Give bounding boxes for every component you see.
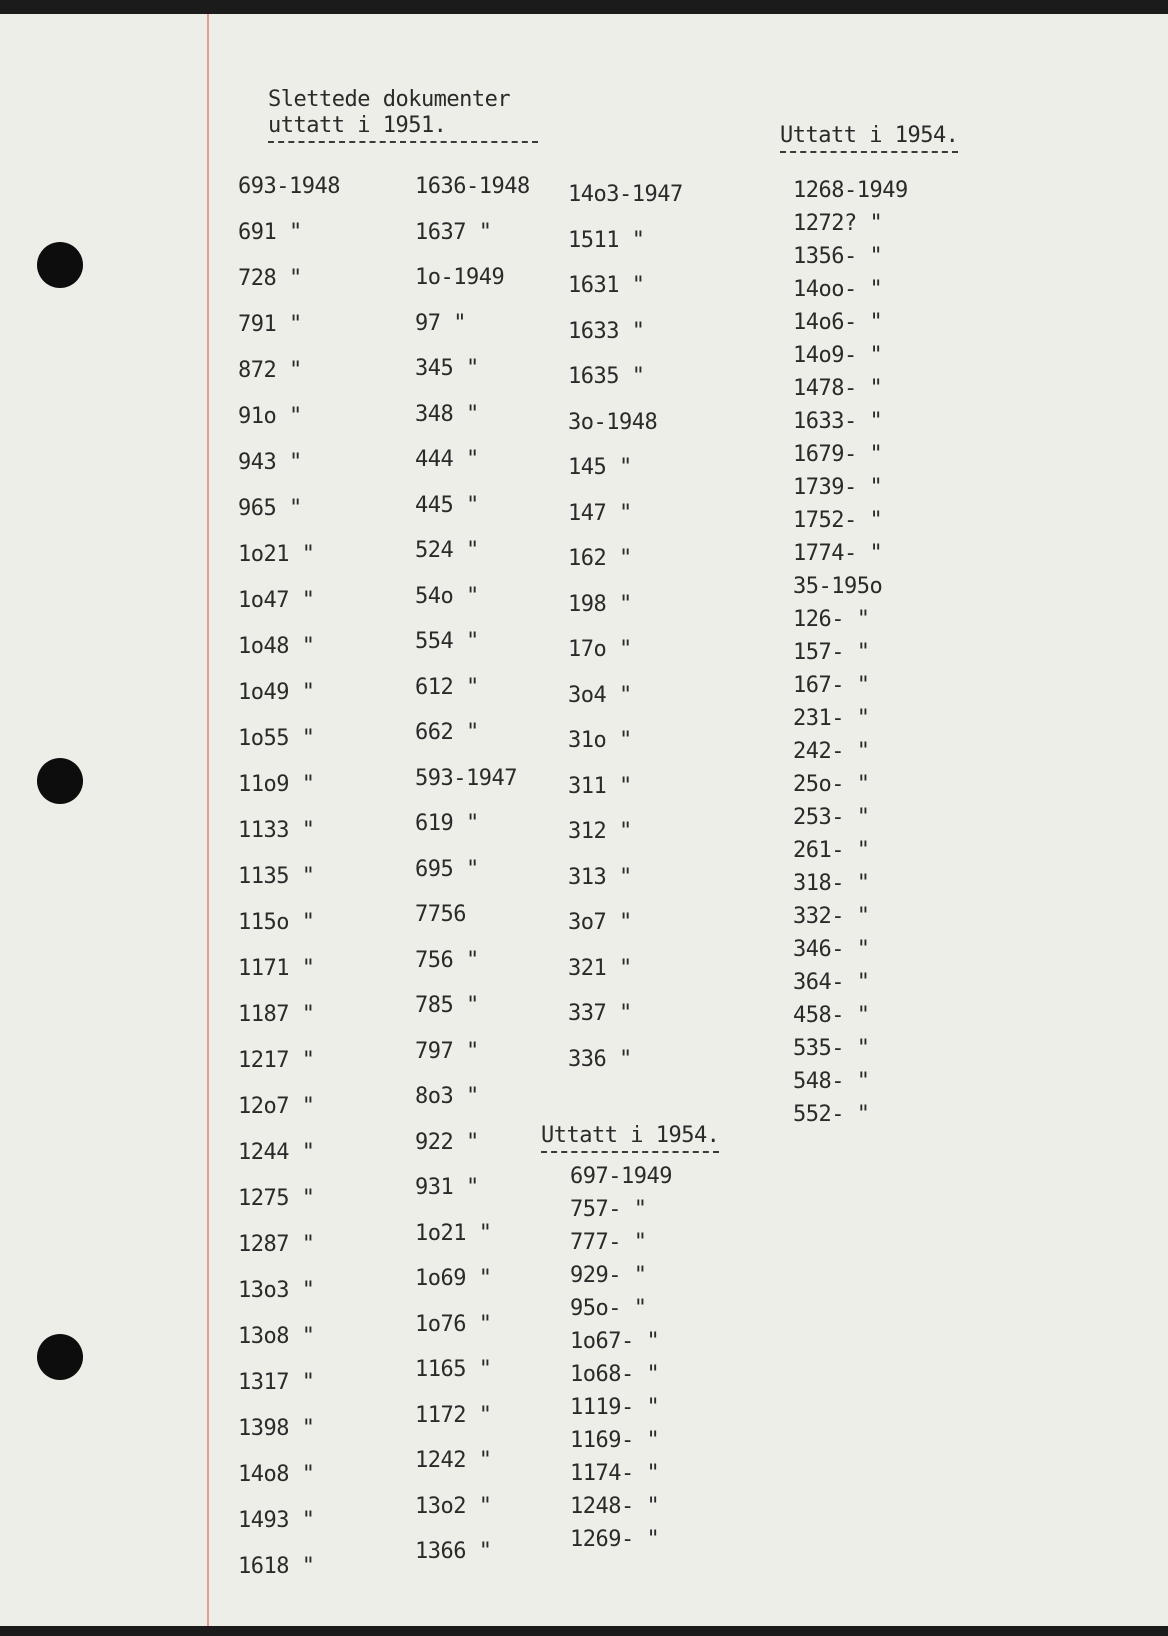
list-item: 1275 ": [238, 1186, 315, 1211]
scan-edge: [0, 1626, 1168, 1636]
list-item: 311 ": [568, 773, 632, 799]
document-title-line1: Slettede dokumenter: [268, 87, 511, 112]
list-item: 1752- ": [793, 508, 883, 533]
punch-hole-top: [37, 242, 83, 288]
right-column-heading: Uttatt i 1954.: [780, 122, 958, 153]
list-item: 253- ": [793, 805, 870, 830]
list-item: 1631 ": [568, 273, 645, 298]
list-item: 345 ": [415, 356, 479, 381]
list-item: 318- ": [793, 871, 870, 896]
list-item: 662 ": [415, 720, 479, 745]
list-item: 1633 ": [568, 318, 645, 344]
list-item: 91o ": [238, 404, 302, 429]
list-item: 691 ": [238, 220, 302, 245]
list-item: 157- ": [793, 640, 870, 665]
list-item: 1493 ": [238, 1508, 315, 1533]
list-item: 337 ": [568, 1001, 632, 1026]
list-item: 791 ": [238, 312, 302, 337]
list-item: 126- ": [793, 607, 870, 632]
middle-column-heading: Uttatt i 1954.: [541, 1122, 719, 1153]
list-item: 1317 ": [238, 1370, 315, 1395]
list-item: 612 ": [415, 674, 479, 700]
list-item: 693-1948: [238, 174, 340, 199]
list-item: 1398 ": [238, 1416, 315, 1441]
list-item: 1637 ": [415, 219, 492, 245]
list-item: 728 ": [238, 266, 302, 291]
list-item: 14o3-1947: [568, 182, 683, 207]
list-item: 444 ": [415, 447, 479, 472]
list-item: 332- ": [793, 904, 870, 929]
list-item: 3o4 ": [568, 682, 632, 708]
list-item: 1o55 ": [238, 726, 315, 751]
list-item: 785 ": [415, 993, 479, 1018]
column-4: [793, 174, 908, 1131]
list-item: 1217 ": [238, 1048, 315, 1073]
list-item: 1739- ": [793, 475, 883, 500]
list-item: 14oo- ": [793, 277, 883, 302]
list-item: 535- ": [793, 1036, 870, 1061]
list-item: 922 ": [415, 1129, 479, 1155]
list-item: 1o68- ": [570, 1362, 660, 1387]
list-item: 1o47 ": [238, 588, 315, 613]
list-item: 13o8 ": [238, 1324, 315, 1349]
list-item: 162 ": [568, 546, 632, 571]
list-item: 872 ": [238, 358, 302, 383]
list-item: 1618 ": [238, 1554, 315, 1579]
list-item: 13o2 ": [415, 1493, 492, 1519]
list-item: 312 ": [568, 819, 632, 844]
list-item: 7756: [415, 902, 466, 927]
list-item: 593-1947: [415, 765, 517, 791]
list-item: 797 ": [415, 1038, 479, 1064]
list-item: 524 ": [415, 538, 479, 563]
list-item: 1366 ": [415, 1539, 492, 1564]
list-item: 14o9- ": [793, 343, 883, 368]
list-item: 8o3 ": [415, 1084, 479, 1109]
list-item: 231- ": [793, 706, 870, 731]
list-item: 965 ": [238, 496, 302, 521]
list-item: 1o48 ": [238, 634, 315, 659]
list-item: 12o7 ": [238, 1094, 315, 1119]
list-item: 1o21 ": [238, 542, 315, 567]
list-item: 1679- ": [793, 442, 883, 467]
list-item: 1635 ": [568, 364, 645, 389]
list-item: 1o49 ": [238, 680, 315, 705]
list-item: 929- ": [570, 1263, 647, 1288]
list-item: 1287 ": [238, 1232, 315, 1257]
list-item: 1174- ": [570, 1461, 660, 1486]
list-item: 1636-1948: [415, 174, 530, 199]
list-item: 1o69 ": [415, 1266, 492, 1291]
punch-hole-middle: [37, 758, 83, 804]
list-item: 1478- ": [793, 376, 883, 401]
document-title-line2: uttatt i 1951.: [268, 112, 538, 143]
list-item: 1269- ": [570, 1527, 660, 1552]
list-item: 25o- ": [793, 772, 870, 797]
list-item: 3o7 ": [568, 910, 632, 935]
list-item: 261- ": [793, 838, 870, 863]
list-item: 1248- ": [570, 1494, 660, 1519]
list-item: 1242 ": [415, 1448, 492, 1473]
list-item: 458- ": [793, 1003, 870, 1028]
list-item: 1172 ": [415, 1402, 492, 1428]
list-item: 445 ": [415, 492, 479, 518]
list-item: 321 ": [568, 955, 632, 981]
list-item: 1244 ": [238, 1140, 315, 1165]
list-item: 97 ": [415, 310, 466, 336]
margin-rule: [207, 14, 209, 1636]
list-item: 1119- ": [570, 1395, 660, 1420]
list-item: 348 ": [415, 401, 479, 427]
document-page: [0, 14, 1168, 1636]
list-item: 13o3 ": [238, 1278, 315, 1303]
list-item: 95o- ": [570, 1296, 647, 1321]
list-item: 943 ": [238, 450, 302, 475]
list-item: 1511 ": [568, 227, 645, 253]
list-item: 3o-1948: [568, 409, 658, 435]
list-item: 1o21 ": [415, 1220, 492, 1246]
list-item: 1o67- ": [570, 1329, 660, 1354]
list-item: 198 ": [568, 591, 632, 617]
list-item: 17o ": [568, 637, 632, 662]
list-item: 1135 ": [238, 864, 315, 889]
list-item: 147 ": [568, 500, 632, 526]
list-item: 1356- ": [793, 244, 883, 269]
list-item: 931 ": [415, 1175, 479, 1200]
punch-hole-bottom: [37, 1334, 83, 1380]
list-item: 548- ": [793, 1069, 870, 1094]
list-item: 242- ": [793, 739, 870, 764]
list-item: 364- ": [793, 970, 870, 995]
list-item: 554 ": [415, 629, 479, 654]
list-item: 11o9 ": [238, 772, 315, 797]
list-item: 54o ": [415, 583, 479, 609]
list-item: 1187 ": [238, 1002, 315, 1027]
list-item: 757- ": [570, 1197, 647, 1222]
list-item: 756 ": [415, 947, 479, 973]
list-item: 14o6- ": [793, 310, 883, 335]
list-item: 336 ": [568, 1046, 632, 1072]
list-item: 1268-1949: [793, 178, 908, 203]
list-item: 313 ": [568, 864, 632, 890]
list-item: 346- ": [793, 937, 870, 962]
column-2: [415, 164, 530, 1575]
list-item: 14o8 ": [238, 1462, 315, 1487]
list-item: 1o76 ": [415, 1311, 492, 1337]
list-item: 1633- ": [793, 409, 883, 434]
list-item: 1272? ": [793, 211, 883, 236]
list-item: 1165 ": [415, 1357, 492, 1382]
list-item: 1169- ": [570, 1428, 660, 1453]
list-item: 1774- ": [793, 541, 883, 566]
list-item: 1171 ": [238, 956, 315, 981]
list-item: 552- ": [793, 1102, 870, 1127]
list-item: 777- ": [570, 1230, 647, 1255]
list-item: 1o-1949: [415, 265, 505, 290]
list-item: 31o ": [568, 728, 632, 753]
list-item: 35-195o: [793, 574, 883, 599]
list-item: 697-1949: [570, 1164, 672, 1189]
list-item: 145 ": [568, 455, 632, 480]
list-item: 619 ": [415, 811, 479, 836]
list-item: 1133 ": [238, 818, 315, 843]
list-item: 167- ": [793, 673, 870, 698]
list-item: 115o ": [238, 910, 315, 935]
list-item: 695 ": [415, 856, 479, 882]
column-3-second-list: [570, 1160, 672, 1556]
column-1: [238, 164, 340, 1590]
column-3: [568, 172, 683, 1082]
